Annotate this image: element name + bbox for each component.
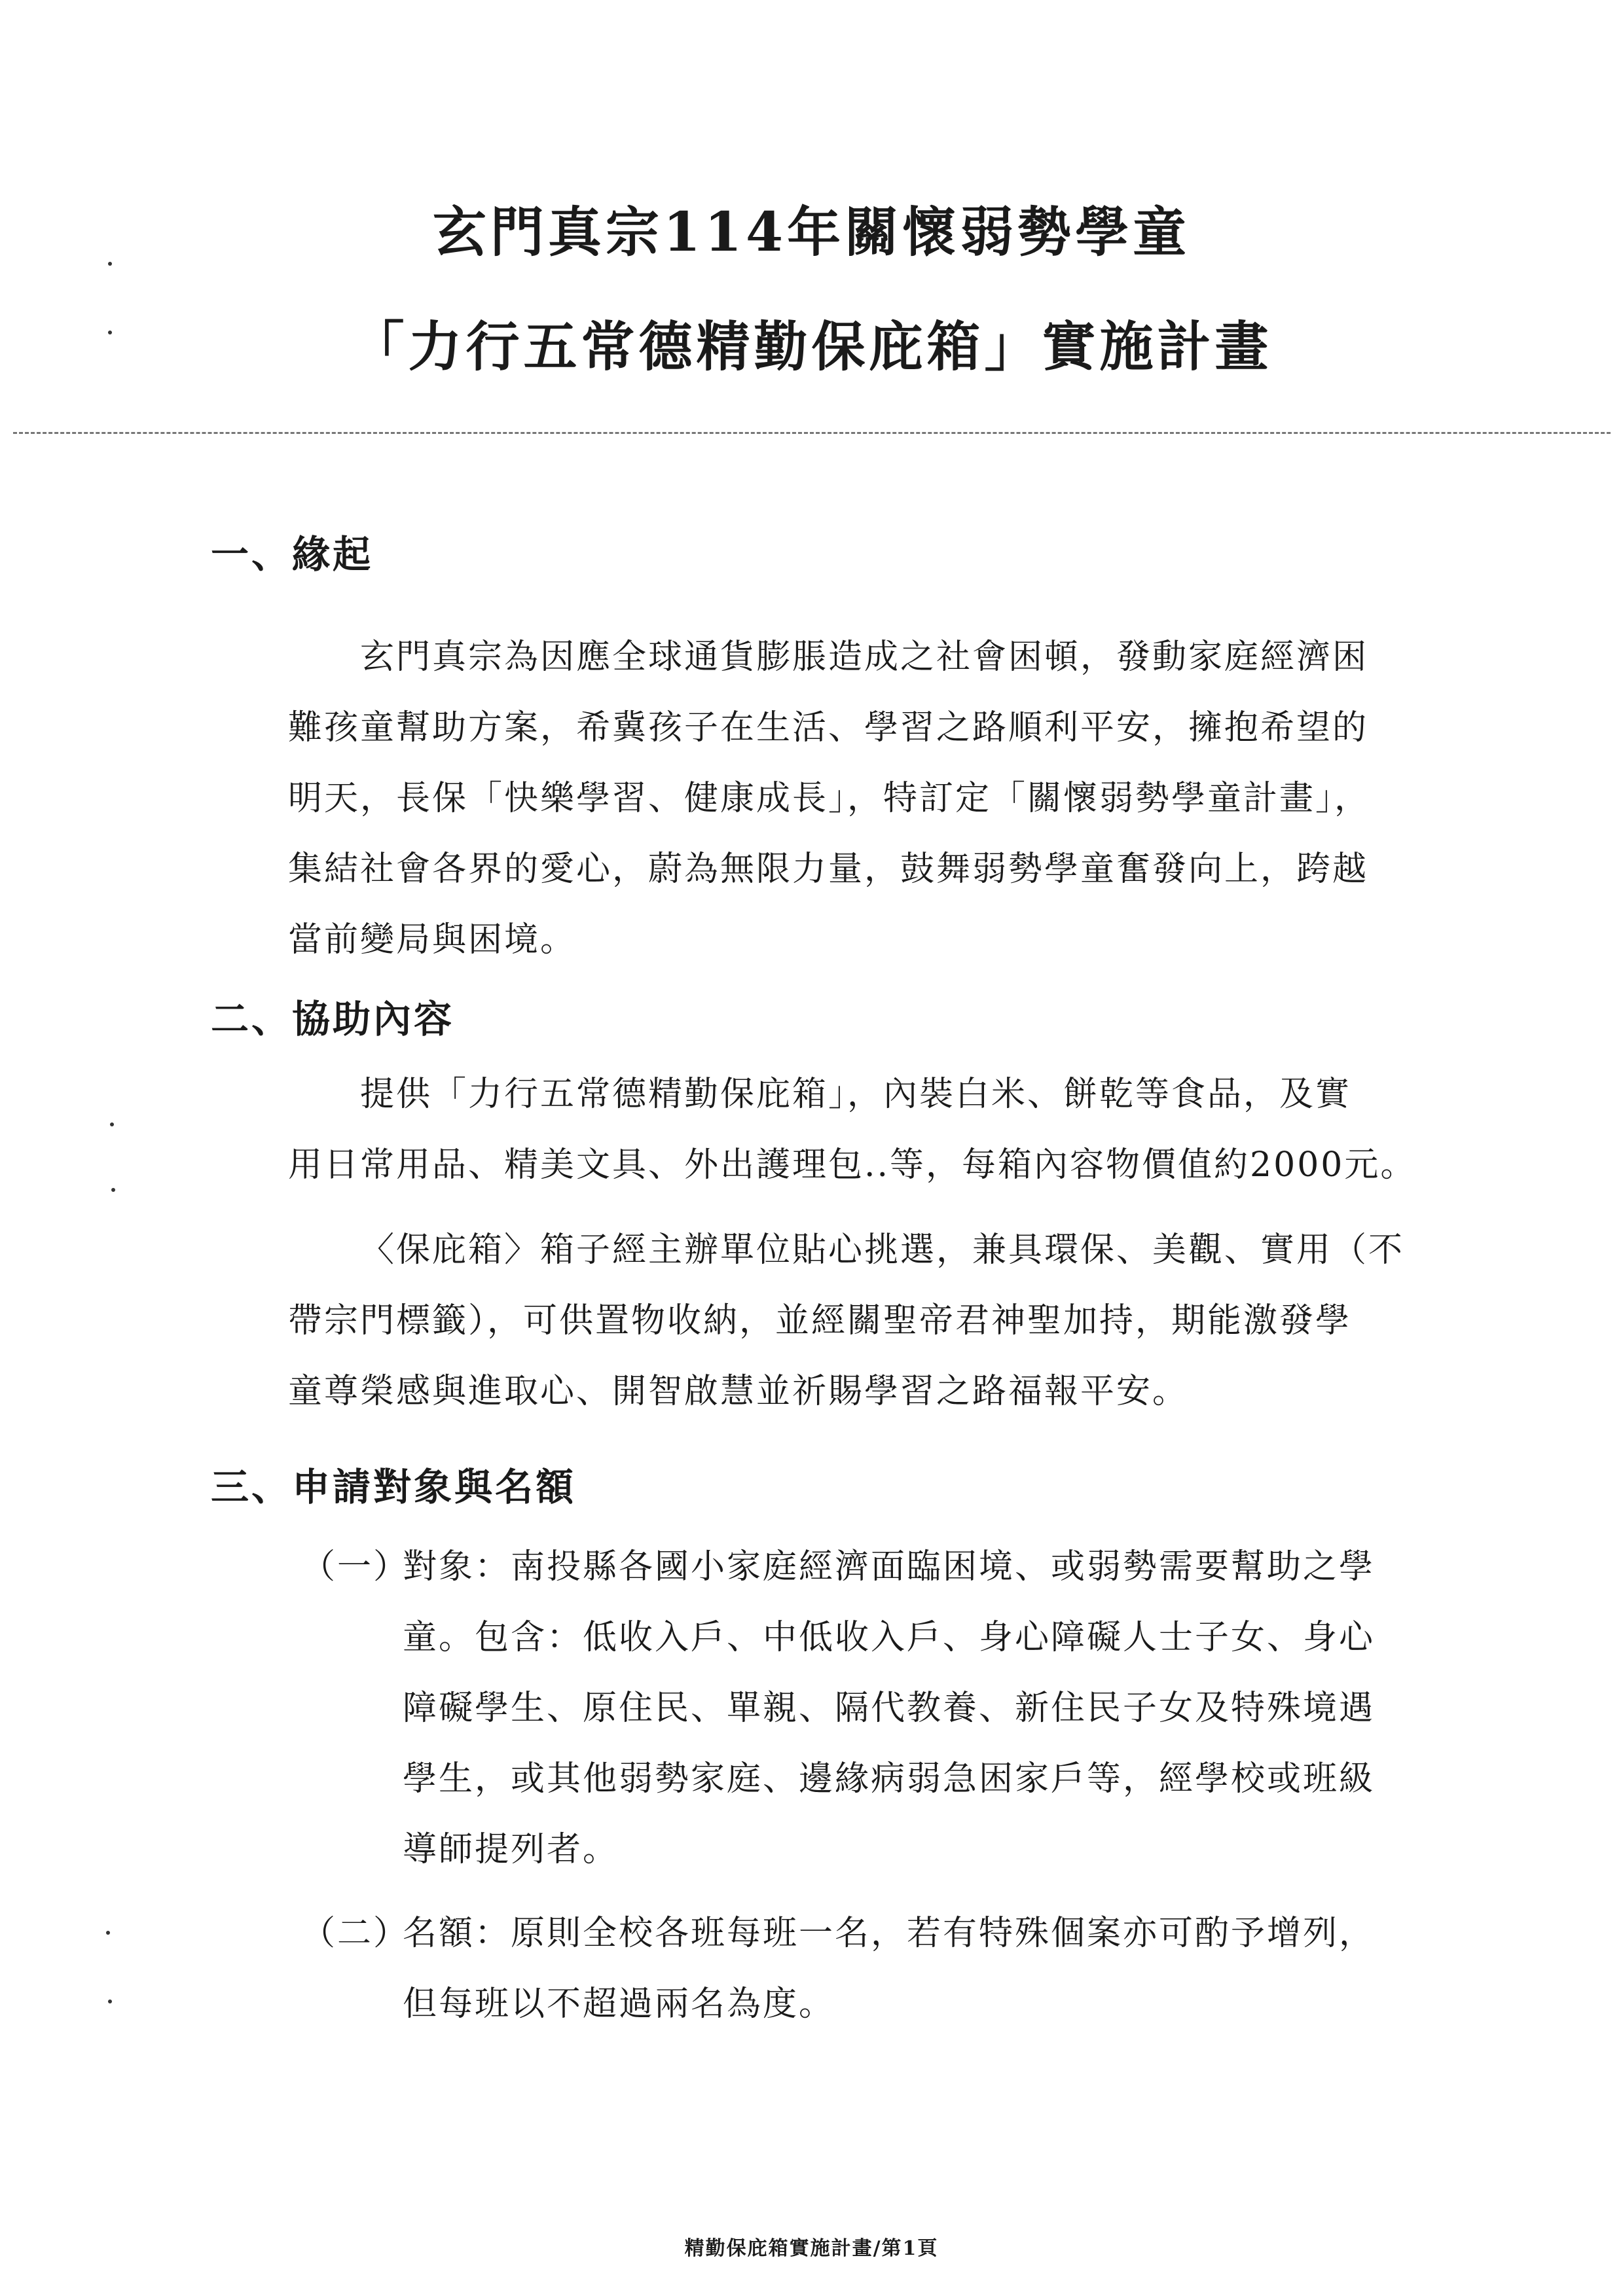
scan-speck <box>111 1188 115 1192</box>
eligibility-item-quota <box>301 1898 1440 2039</box>
item-line: 名額：原則全校各班每班一名，若有特殊個案亦可酌予增列， <box>403 1914 1376 1953</box>
item-line: 但每班以不超過兩名為度。 <box>403 1984 835 2024</box>
paragraph-line: 玄門真宗為因應全球通貨膨脹造成之社會困頓，發動家庭經濟困 <box>360 637 1369 677</box>
eligibility-item-target <box>301 1532 1440 1885</box>
item-marker: （二） <box>301 1914 410 1953</box>
document-title-line-1: 玄門真宗114年關懷弱勢學童 <box>432 201 1191 264</box>
item-marker: （一） <box>301 1547 410 1587</box>
paragraph-line: 提供「力行五常德精勤保庇箱」，內裝白米、餅乾等食品，及實 <box>360 1075 1352 1114</box>
document-title-line-2: 「力行五常德精勤保庇箱」實施計畫 <box>350 315 1273 378</box>
paragraph-line: 難孩童幫助方案，希冀孩子在生活、學習之路順利平安，擁抱希望的 <box>288 708 1369 747</box>
page-footer: 精勤保庇箱實施計畫/第1頁 <box>684 2237 939 2260</box>
scan-speck <box>110 1122 114 1126</box>
scan-speck <box>108 2000 112 2003</box>
paragraph-line: 當前變局與困境。 <box>288 920 577 960</box>
paragraph-line: 明天，長保「快樂學習、健康成長」，特訂定「關懷弱勢學童計畫」， <box>288 779 1371 818</box>
item-line: 導師提列者。 <box>403 1830 619 1869</box>
scan-speck <box>106 1931 110 1935</box>
scan-speck <box>108 331 112 334</box>
scan-speck <box>108 262 112 266</box>
section-assistance-paragraph-1 <box>288 1059 1440 1200</box>
item-line: 童。包含：低收入戶、中低收入戶、身心障礙人士子女、身心 <box>403 1618 1376 1657</box>
section-heading-assistance: 二、協助內容 <box>211 997 455 1041</box>
item-line: 對象：南投縣各國小家庭經濟面臨困境、或弱勢需要幫助之學 <box>403 1547 1376 1587</box>
paragraph-line: 用日常用品、精美文具、外出護理包..等，每箱內容物價值約2000元。 <box>288 1145 1417 1185</box>
section-heading-origin: 一、緣起 <box>211 532 374 577</box>
section-origin-paragraph <box>288 622 1440 975</box>
paragraph-line: 童尊榮感與進取心、開智啟慧並祈賜學習之路福報平安。 <box>288 1372 1189 1411</box>
item-line: 障礙學生、原住民、單親、隔代教養、新住民子女及特殊境遇 <box>403 1689 1376 1728</box>
section-assistance-paragraph-2 <box>288 1215 1440 1427</box>
paragraph-line: 〈保庇箱〉箱子經主辦單位貼心挑選，兼具環保、美觀、實用（不 <box>360 1230 1405 1270</box>
section-heading-eligibility: 三、申請對象與名額 <box>211 1465 577 1509</box>
title-divider <box>13 432 1611 434</box>
item-line: 學生，或其他弱勢家庭、邊緣病弱急困家戶等，經學校或班級 <box>403 1759 1376 1799</box>
paragraph-line: 集結社會各界的愛心，蔚為無限力量，鼓舞弱勢學童奮發向上，跨越 <box>288 850 1369 889</box>
paragraph-line: 帶宗門標籤），可供置物收納，並經關聖帝君神聖加持，期能激發學 <box>288 1301 1352 1340</box>
